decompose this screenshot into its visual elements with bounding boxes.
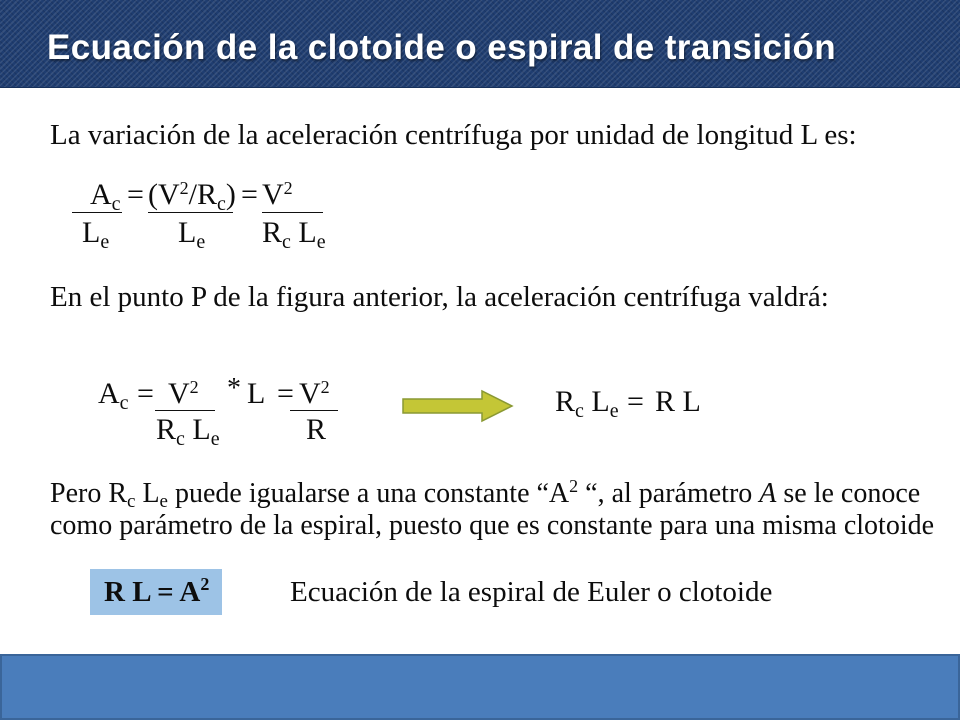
subscript-c: c [575, 400, 584, 422]
text-run: Pero R [50, 478, 127, 509]
footer-bar [0, 654, 960, 720]
fraction-2-denominator [178, 216, 206, 253]
fraction-3-denominator [262, 216, 326, 253]
text-run: L [135, 478, 160, 509]
superscript-2: 2 [200, 574, 210, 594]
paragraph-line-1 [50, 476, 921, 512]
fraction-3-numerator [262, 180, 293, 210]
subscript-e: e [316, 231, 326, 253]
equals-sign: = [627, 385, 644, 418]
right-arrow-icon [402, 389, 514, 423]
fraction-bar [148, 212, 233, 213]
factor-l: L [247, 377, 266, 410]
superscript-2: 2 [283, 178, 293, 198]
symbol-a: A [90, 178, 112, 211]
superscript-2: 2 [320, 377, 330, 397]
subscript-c: c [282, 231, 291, 253]
equals-sign: = [127, 178, 144, 211]
arrow-shape [403, 391, 512, 421]
symbol-r: R [156, 413, 177, 446]
symbol-l: L [184, 413, 211, 446]
result-lhs [555, 385, 619, 422]
subscript-c: c [111, 193, 121, 215]
equals-sign: = [137, 377, 154, 410]
subscript-c: c [119, 392, 129, 414]
slash-r: /R [188, 178, 218, 211]
subscript-c: c [127, 491, 136, 512]
symbol-r: R [262, 216, 283, 249]
fraction-2-denominator: R [306, 413, 327, 446]
parameter-a: A [759, 478, 777, 509]
subscript-e: e [100, 231, 110, 253]
slide-title: Ecuación de la clotoide o espiral de transición [47, 28, 837, 67]
subscript-e: e [159, 491, 168, 512]
fraction-bar [262, 212, 323, 213]
symbol-l: L [290, 216, 317, 249]
symbol-v: V [299, 377, 321, 410]
clothoid-equation-box [90, 569, 222, 615]
subscript-e: e [609, 400, 619, 422]
symbol-l: L [583, 385, 610, 418]
subscript-c: c [176, 428, 185, 450]
subscript-e: e [196, 231, 206, 253]
subscript-c: c [217, 193, 226, 215]
fraction-1-numerator [168, 379, 199, 409]
symbol-v: V [262, 178, 284, 211]
result-rhs: R L [655, 385, 701, 418]
equation-base: R L = A [104, 576, 201, 608]
fraction-bar [290, 410, 338, 411]
superscript-2: 2 [569, 476, 579, 496]
fraction-bar [155, 410, 215, 411]
title-bar [0, 0, 960, 88]
text-run: puede igualarse a una constante “A [167, 478, 570, 509]
superscript-2: 2 [179, 178, 189, 198]
equals-sign: = [241, 178, 258, 211]
fraction-1-denominator [156, 413, 220, 450]
clothoid-equation [104, 574, 210, 608]
symbol-r: R [555, 385, 576, 418]
point-p-sentence: En el punto P de la figura anterior, la aceleración centrífuga valdrá: [50, 281, 829, 313]
superscript-2: 2 [189, 377, 199, 397]
fraction-1-denominator [82, 216, 110, 253]
lhs-term [98, 377, 129, 414]
clothoid-equation-caption: Ecuación de la espiral de Euler o clotoide [290, 576, 773, 608]
symbol-v: V [168, 377, 190, 410]
close-paren: ) [225, 178, 236, 211]
text-run: se le conoce [776, 478, 921, 509]
open-paren-v: (V [148, 178, 180, 211]
symbol-l: L [178, 216, 197, 249]
symbol-l: L [82, 216, 101, 249]
fraction-2-numerator [148, 178, 236, 215]
fraction-1-numerator [90, 178, 121, 215]
text-run: “, al parámetro [578, 478, 760, 509]
symbol-a: A [98, 377, 120, 410]
subscript-e: e [210, 428, 220, 450]
fraction-bar [72, 212, 122, 213]
equals-sign: = [277, 377, 294, 410]
intro-sentence: La variación de la aceleración centrífuga por unidad de longitud L es: [50, 119, 857, 151]
multiplication-sign: * [227, 373, 241, 404]
fraction-2-numerator [299, 379, 330, 409]
paragraph-line-2: como parámetro de la espiral, puesto que es constante para una misma clotoide [50, 510, 935, 541]
